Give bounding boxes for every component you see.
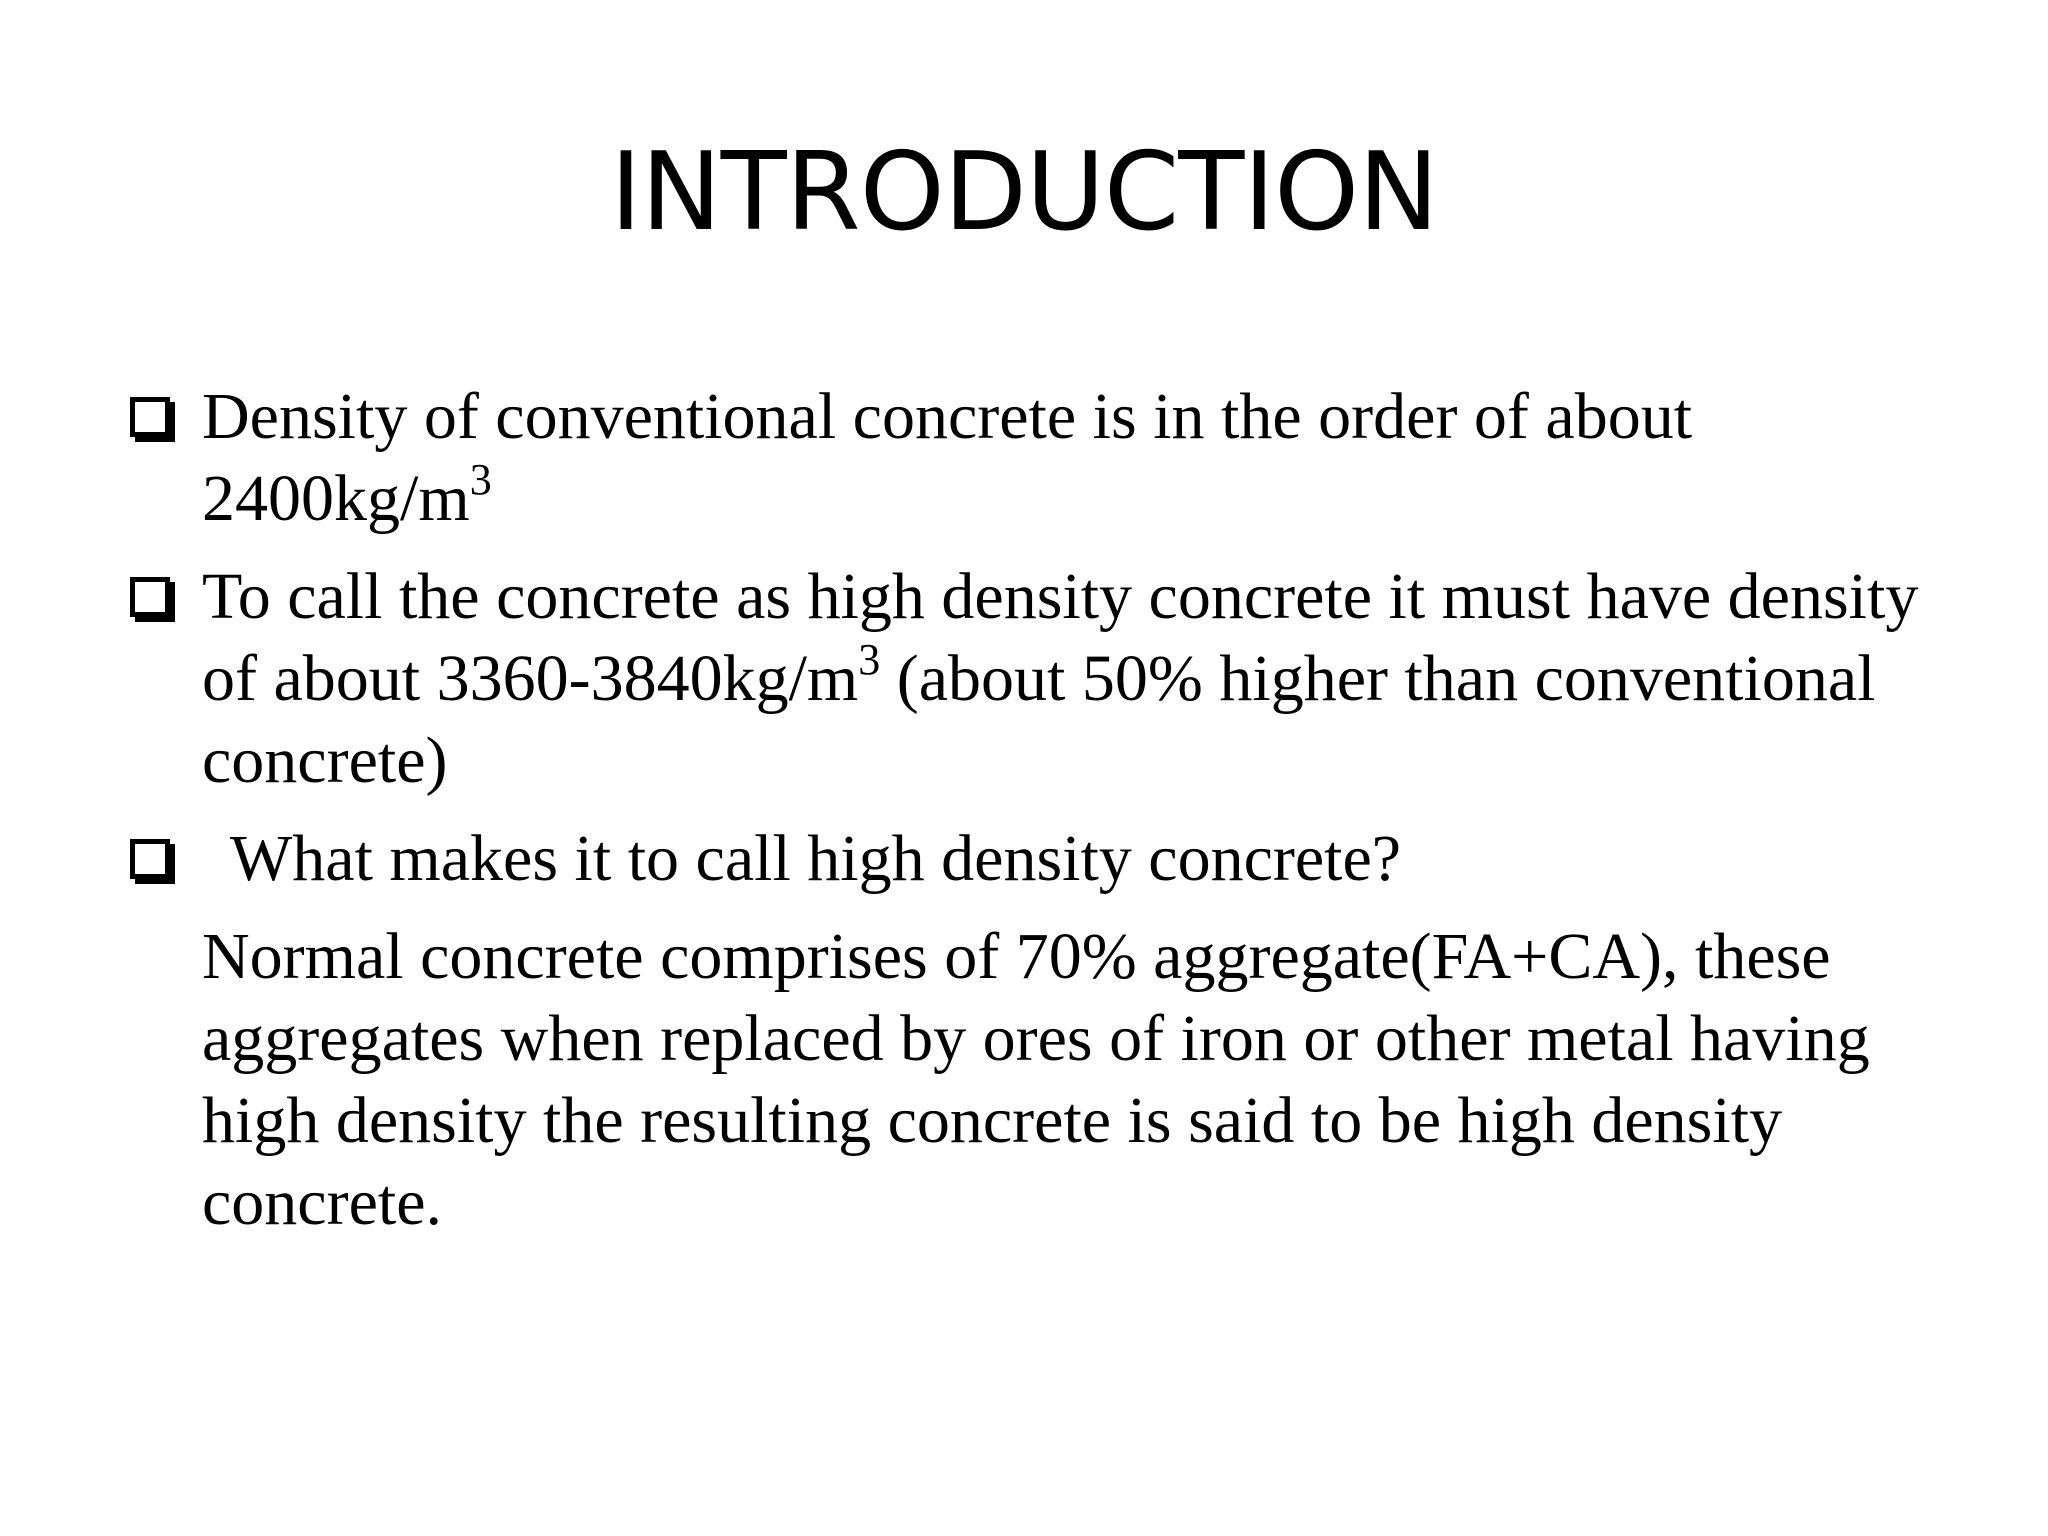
- bullet-question: [128, 818, 1958, 900]
- square-bullet-icon: [130, 839, 170, 879]
- superscript: 3: [858, 635, 881, 684]
- bullet-high-density-definition: [128, 556, 1958, 802]
- bullet-density-conventional: [128, 376, 1958, 540]
- square-bullet-icon: [130, 577, 170, 617]
- superscript: 3: [469, 455, 492, 504]
- bullet-text-tail: (about 50% higher than conventional concrete): [202, 642, 1876, 797]
- bullet-text: Density of conventional concrete is in the order of about 2400kg/m: [202, 380, 1693, 535]
- bullet-text: To call the concrete as high density concrete it must have density of about 3360-3840kg/m: [202, 560, 1919, 715]
- square-bullet-icon: [130, 397, 170, 437]
- bullet-text: What makes it to call high density concrete?: [230, 822, 1402, 895]
- slide-title: INTRODUCTION: [610, 130, 1438, 255]
- slide-body: [128, 376, 1958, 1244]
- explanation-paragraph: Normal concrete comprises of 70% aggregate(FA+CA), these aggregates when replaced by ores of iron or other metal having high density the resulting concrete is said to be high density concrete.: [202, 920, 1870, 1239]
